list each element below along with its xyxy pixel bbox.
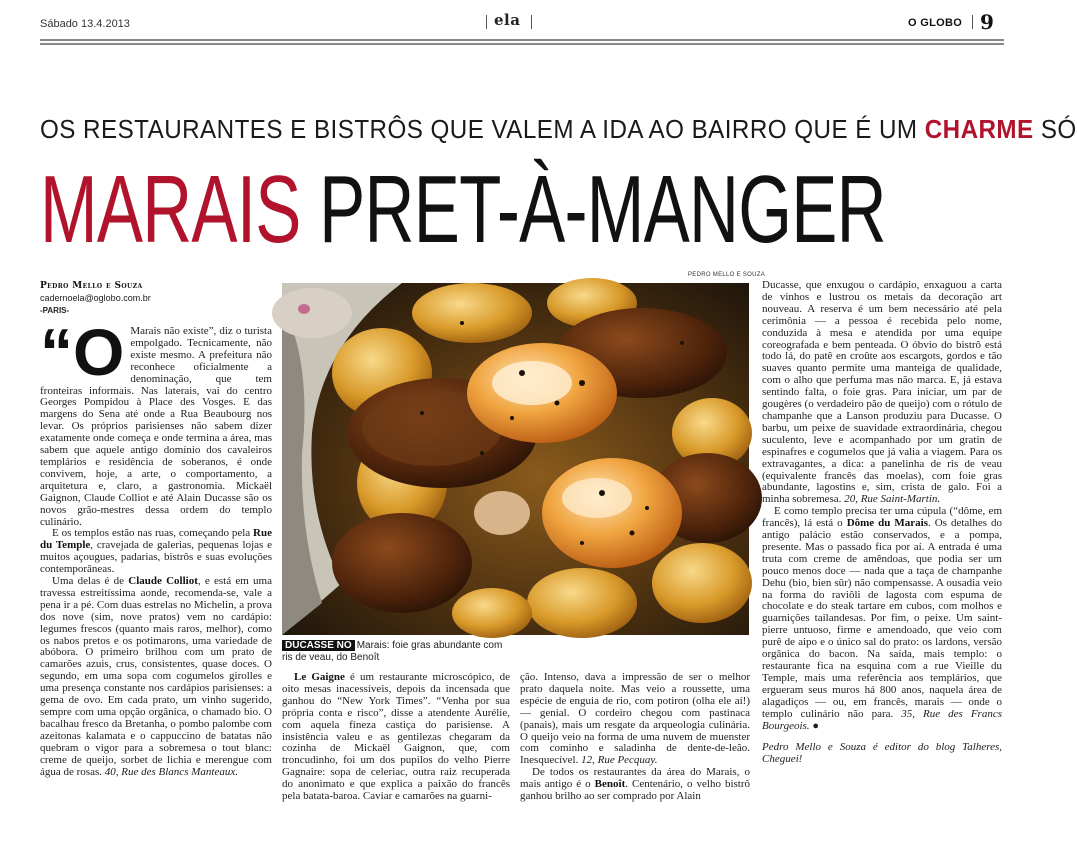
paragraph	[282, 672, 510, 803]
kicker-text: OS RESTAURANTES E BISTRÔS QUE VALEM A IDA AO BAIRRO QUE É UM	[40, 114, 925, 144]
place-name: Dôme du Marais	[846, 517, 928, 530]
address: 40, Rue des Blancs Manteaux.	[104, 765, 238, 778]
headline	[40, 156, 886, 263]
paragraph-text: ção. Intenso, dava a impressão de ser o melhor prato daquela noite. Mas veio a roussette, uma espécie de enguia de rio, com potiron (olha ele aí!) — genial. O cordeiro chegou com pastinaca (panais), mais um resgate da arqueologia culinária. O queijo veio na forma de uma nuvem de muenster com cominho e saladinha de dente-de-leão. Inesquecível.	[520, 671, 750, 767]
photo-credit: PEDRO MELLO E SOUZA	[688, 272, 766, 278]
paragraph-text: Uma delas é de	[52, 575, 129, 588]
address: 20, Rue Saint-Martin.	[844, 493, 941, 506]
page-divider	[972, 15, 973, 29]
paragraph-text: E como templo precisa ter uma cúpula (“dôme, em francês), lá está o	[762, 505, 1002, 530]
caption-text: Marais: foie gras abundante com ris de veau, do Benoît	[282, 640, 503, 663]
paragraph-text: Marais não existe”, diz o turista empolgado. Tecnicamente, não existe mesmo. A prefeitura não reconhece oficialmente a denominação, que tem fronteiras informais. Nas laterais, vai do centro Georges Pompidou à Place des Vosges. E das margens do Sena até onde a Rua Beaubourg nos levar. Os próprios parisienses não sabem dizer exatamente onde começa e onde termina a área, mas sabem que aquele antigo domínio dos cavaleiros templários e residência de soberanos, é onde convivem, hoje, a arte, o comportamento, a arquitetura e, claro, a gastronomia. Mickaël Gaignon, Claude Colliot e até Alain Ducasse são os novos grão-mestres dessa ordem do templo culinário.	[40, 325, 272, 528]
address: 12, Rue Pecquay.	[581, 754, 658, 767]
end-mark-icon: ●	[809, 719, 819, 732]
paragraph-text: , cravejada de galerias, pequenas lojas e muitos açougues, padarias, bistrôs e suas evoluções contemporâneas.	[40, 539, 273, 576]
article-column-4	[762, 280, 1002, 766]
byline-email[interactable]: cadernoela@oglobo.com.br	[40, 293, 151, 303]
paragraph-text: De todos os restaurantes da área do Marais, o mais antigo é o	[520, 766, 750, 791]
paragraph-text: . Os detalhes do antigo palácio estão conservados, e a pompa, presente. Mas o passado fica por aí. A entrada é uma truta com creme de amêndoas, que podia ser um pouco menos doce — nada que a taça de champanhe Dehu (bio, bien sûr) não compensasse. A ousadia veio na forma do raviôli de lagosta com espuma de chocolate e do steak tartare em cubos, com molhos e guarnições tailandesas. Por fim, o peixe. Um saint-pierre untuoso, firme e amendoado, que veio com purê de aipo e o único sal do prato: os lardons, versão orgânica do bacon. Na saída, mais templo: o restaurante fica na esquina com a rue Vieille du Temple, mais uma referência aos templários, que ergueram seus muros há 800 anos, naquela área de alagadiços — ou, em francês, marais — onde o templo culinário não para.	[762, 517, 1002, 720]
paragraph	[762, 506, 1002, 732]
author-signoff: Pedro Mello e Souza é editor do blog Talheres, Cheguei!	[762, 741, 1002, 766]
paragraph	[762, 280, 1002, 506]
newspaper-logo: O GLOBO	[908, 17, 963, 29]
food-photo-illustration	[282, 283, 749, 635]
paragraph	[40, 315, 272, 528]
header-rule-top	[40, 39, 1004, 41]
drop-cap: “O	[40, 315, 125, 389]
address: 35, Rue des Francs Bourgeois.	[762, 707, 1002, 732]
byline-author: Pedro Mello e Souza	[40, 281, 143, 291]
place-name: Rue du Temple	[40, 527, 272, 552]
caption-tag: DUCASSE NO	[282, 640, 355, 651]
section-divider-right	[531, 15, 532, 29]
place-name: Benoît	[594, 778, 626, 791]
kicker	[40, 114, 1077, 145]
header-rule-bottom	[40, 43, 1004, 45]
paragraph	[520, 672, 750, 767]
kicker-highlight: CHARME	[924, 114, 1034, 144]
paragraph-text: , e está em uma travessa estreitíssima aonde, recomenda-se, vale a pena ir a pé. Com duas estrelas no Michelin, a prova dos nove (sim, nove pratos) vem no cardápio: legumes frescos (quanto mais raros, melhor), como os nabos pretos e os potimarons, uma variedade de abóbora. O primeiro brilhou com um prato de camarões azuis, crus, consistentes, quase doces. O segundo, em uma sopa com cogumelos girolles e uma presença constante nos cardápios parisienses: a gema de ovo. Em cada prato, um vinho sugerido, sempre com uma opção orgânica, o chamado bio. O bacalhau fresco da Bretanha, o pombo palombe com azeitonas kalamata e o cappuccino de batatas não quebram o vigor para a sobremesa o tout blanc: creme de queijo, sorbet de lichia e merengue com água de rosas.	[40, 575, 272, 778]
place-name: Le Gaigne	[294, 671, 345, 683]
page-number: 9	[980, 10, 994, 34]
article-column-2	[282, 672, 510, 803]
paragraph	[40, 576, 272, 778]
section-name: ela	[494, 11, 521, 29]
kicker-end: SÓ	[1033, 114, 1077, 144]
paragraph-text: E os templos estão nas ruas, começando pela	[52, 527, 254, 540]
paragraph-text: é um restaurante microscópico, de oito mesas inacessíveis, depois da incensada que ganhou do “New York Times”. “Venha por sua própria conta e risco”, disse a atendente Aurélie, com aquela fineza castiça do parisiense. A insistência valeu e as gentilezas chegaram da cozinha de Mickaël Gaignon, que, com troncudinho, foi um dos pupilos do velho Pierre Gagnaire: sopa de celeriac, outra raiz recuperada do anonimato e que explica a paixão do francês pela batata-baroa. Caviar e camarões na guarni-	[282, 671, 510, 803]
headline-red: MARAIS	[40, 156, 301, 263]
headline-black: PRET-À-MANGER	[300, 156, 886, 263]
paragraph-text: . Centenário, o velho bistrô ganhou brilho ao ser comprado por Alain	[520, 778, 750, 803]
paragraph	[40, 528, 272, 576]
section-divider-left	[486, 15, 487, 29]
food-photo	[282, 283, 749, 635]
paragraph	[520, 767, 750, 803]
dateline: -PARIS-	[40, 306, 70, 315]
place-name: Claude Colliot	[128, 575, 198, 588]
photo-caption	[282, 640, 512, 664]
paragraph-text: Ducasse, que enxugou o cardápio, enxaguou a carta de vinhos e lustrou os metais da decoração art nouveau. A reserva é um bem necessário até pela cerimônia — a pessoa é recebida pelo nome, conduzida à mesa e atendida por uma equipe coreografada e bem penteada. O óbvio do bistrô está todo lá, do patê en croûte aos escargots, gordos e tão suaves quanto permite uma manteiga de qualidade, com o alho que perfuma mas não marca. E, já estava sentindo falta, o foie gras. Para iniciar, um par de gougères (o verdadeiro pão de queijo) com o rótulo de champanhe que a Lanson produziu para Ducasse. O barbu, um peixe de suavidade extraordinária, chegou suculento, leve e acompanhado por um gratin de espinafres e cogumelos que já valia a viagem. Para os extravagantes, a dica: a panelinha de ris de veau (equivalente francês das moelas), com foie gras abundante, lagostins e, sim, crista de galo. Foi a minha sobremesa.	[762, 279, 1002, 506]
edition-date: Sábado 13.4.2013	[40, 18, 130, 30]
article-column-1	[40, 315, 273, 778]
article-column-3	[520, 672, 750, 803]
